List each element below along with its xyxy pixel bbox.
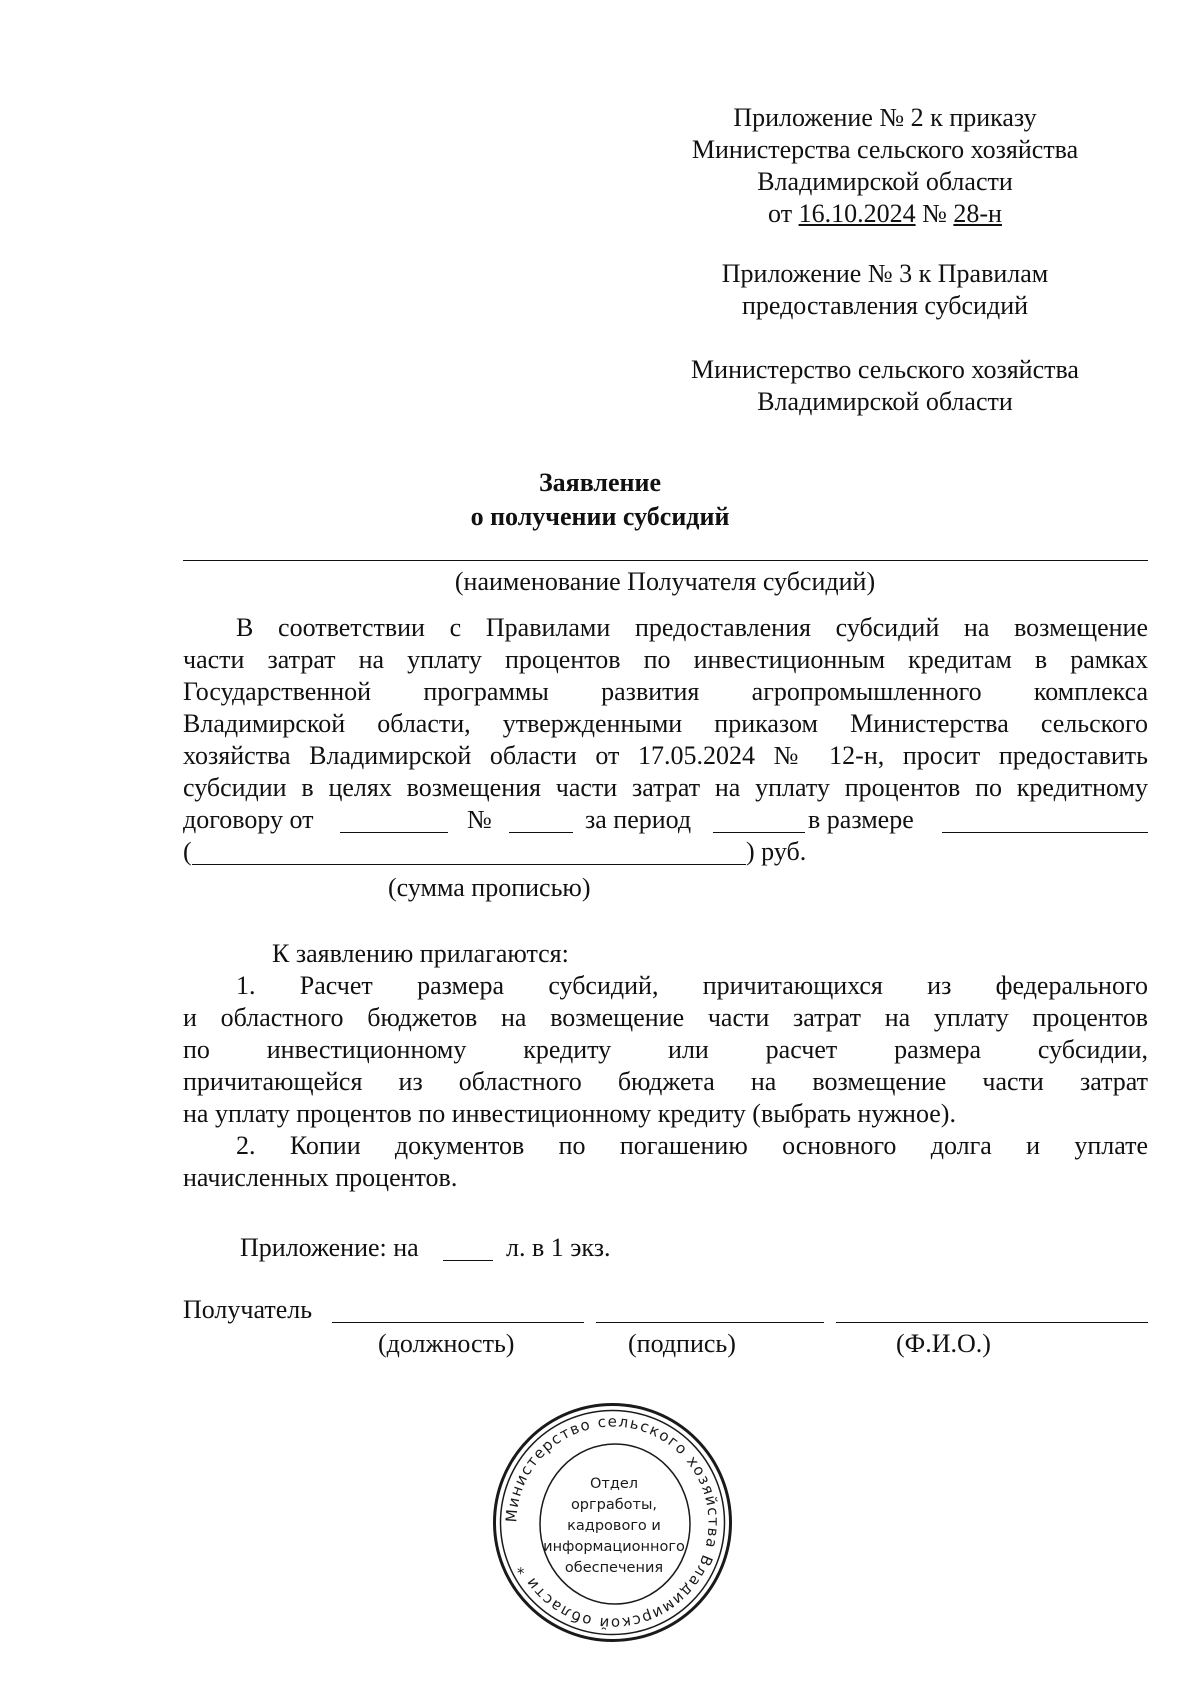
contract-label: договору от [183,805,314,834]
addressee-line: Министерство сельского хозяйства [691,355,1079,384]
stamp-ring-text: Министерство сельского хозяйства Владимирской области * [502,1412,723,1633]
order-line: Приложение № 2 к приказу [733,103,1037,132]
attachment-line: начисленных процентов. [183,1163,458,1192]
rules-line: Приложение № 3 к Правилам [721,259,1049,288]
order-date: 16.10.2024 [798,199,916,228]
addressee [650,354,1120,418]
order-line: Министерства сельского хозяйства [691,135,1079,164]
rules-reference [650,258,1120,322]
stamp-center-line: Отдел [589,1476,639,1492]
amount-field[interactable] [942,832,1148,833]
attachment-line: на уплату процентов по инвестиционному кредиту (выбрать нужное). [183,1099,956,1128]
recipient-caption: (наименование Получателя субсидий) [454,567,876,596]
body-line: В соответствии с Правилами предоставления субсидий на возмещение [236,613,1148,642]
body-line: Владимирской области, утвержденными приказом Министерства сельского [183,709,1148,738]
stamp-center-line: оргработы, [570,1497,658,1513]
period-field[interactable] [713,832,805,833]
signature-field[interactable] [596,1322,824,1323]
document-title [0,466,1200,534]
attachment-line: 1. Расчет размера субсидий, причитающихся из федерального [236,971,1148,1000]
order-line: Владимирской области [757,167,1013,196]
attachment-line: и областного бюджетов на возмещение части затрат на уплату процентов [183,1003,1148,1032]
stamp-center-line: информационного [543,1539,685,1555]
appendix-copies: л. в 1 экз. [506,1233,611,1262]
title-line: о получении субсидий [470,502,730,531]
contract-date-field[interactable] [340,832,448,833]
appendix-label: Приложение: на [240,1233,419,1262]
full-name-field[interactable] [836,1322,1148,1323]
recipient-name-field[interactable] [183,560,1148,561]
contract-number-label: № [467,805,492,834]
body-line: субсидии в целях возмещения части затрат на уплату процентов по кредитному [183,773,1148,802]
rules-line: предоставления субсидий [741,291,1029,320]
addressee-line: Владимирской области [757,387,1013,416]
title-line: Заявление [538,468,662,497]
sum-currency: ) руб. [746,837,807,866]
amount-label: в размере [808,805,914,834]
order-number-prefix: № [915,199,954,228]
position-field[interactable] [332,1322,584,1323]
body-line: Государственной программы развития агропромышленного комплекса [183,677,1148,706]
order-date-line [650,198,1120,230]
full-name-caption: (Ф.И.О.) [896,1329,991,1358]
stamp-center-line: обеспечения [564,1560,664,1576]
stamp-center-line: кадрового и [567,1518,661,1534]
sum-caption: (сумма прописью) [388,873,591,902]
sum-open-paren: ( [183,837,192,866]
sum-in-words-field[interactable] [192,864,746,865]
order-date-prefix: от [768,199,799,228]
contract-number-field[interactable] [509,832,573,833]
body-line: части затрат на уплату процентов по инвестиционным кредитам в рамках [183,645,1148,674]
attachment-line: по инвестиционному кредиту или расчет размера субсидии, [183,1035,1148,1064]
order-number: 28-н [953,199,1002,228]
attachments-intro: К заявлению прилагаются: [272,939,569,968]
signature-caption: (подпись) [628,1329,736,1358]
body-line: хозяйства Владимирской области от 17.05.2024 № 12-н, просит предоставить [183,741,1148,770]
position-caption: (должность) [378,1329,515,1358]
period-label: за период [585,805,692,834]
attachment-line: 2. Копии документов по погашению основного долга и уплате [236,1131,1148,1160]
appendix-pages-field[interactable] [443,1260,493,1261]
order-reference [650,102,1120,230]
attachment-line: причитающейся из областного бюджета на возмещение части затрат [183,1067,1148,1096]
official-stamp [490,1400,735,1645]
recipient-label: Получатель [183,1295,313,1324]
